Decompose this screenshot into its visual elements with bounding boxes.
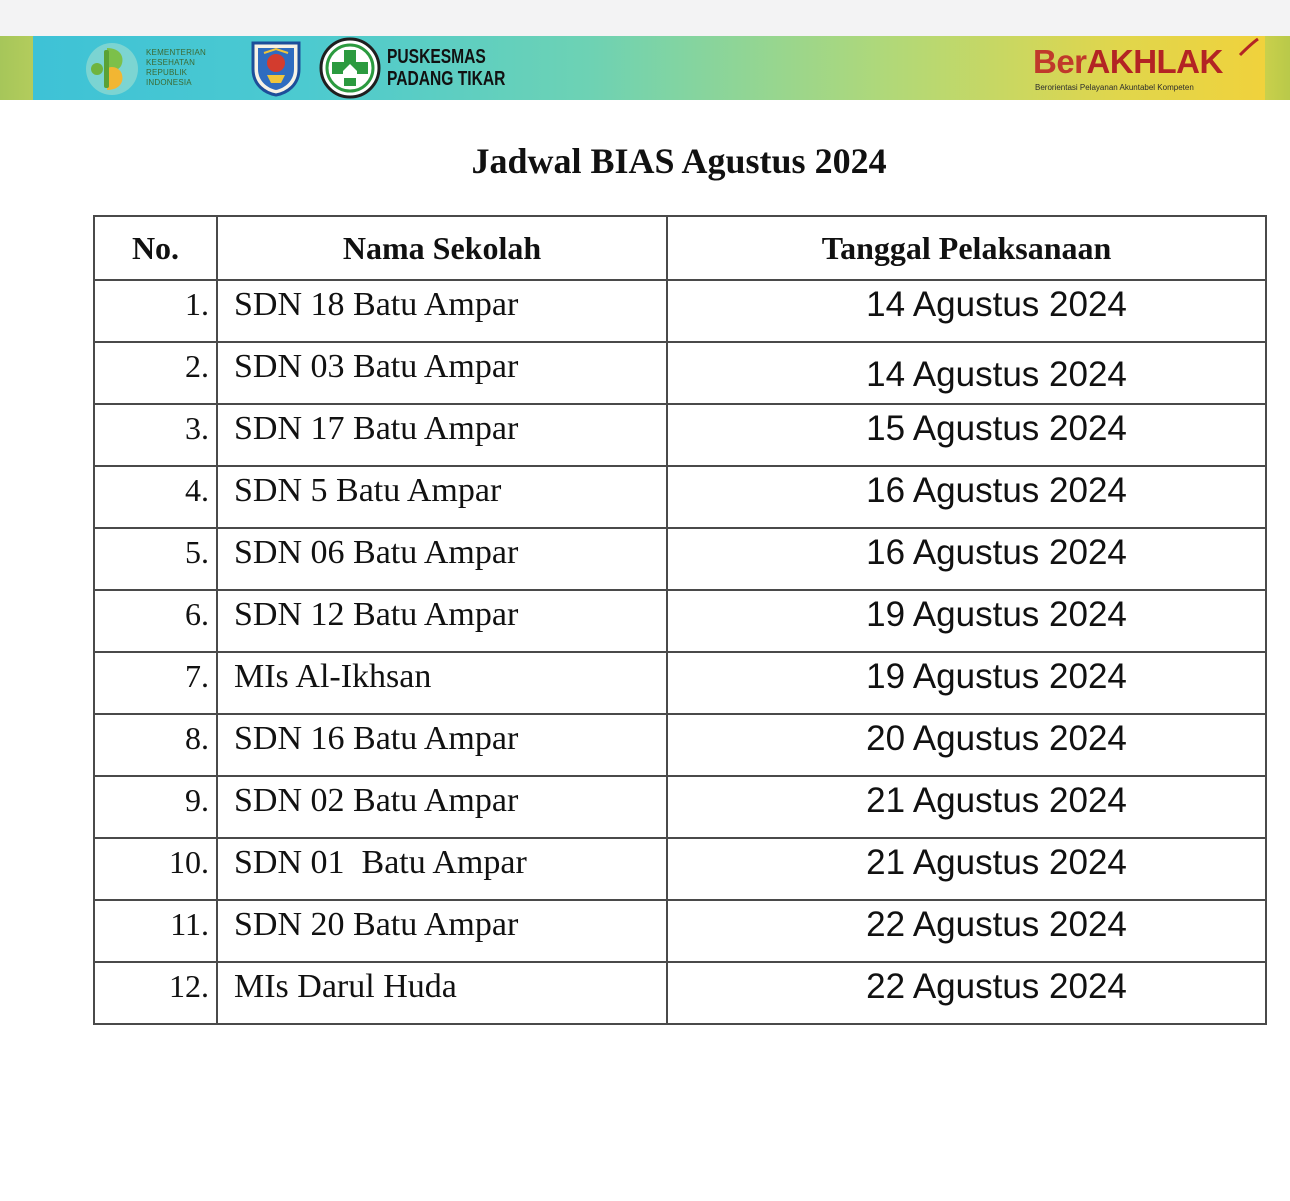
row-number: 8. [94,714,217,776]
ministry-text [146,48,236,88]
school-name: SDN 12 Batu Ampar [217,590,667,652]
school-name: SDN 01 Batu Ampar [217,838,667,900]
table-row [94,962,1266,1024]
implementation-date: 14 Agustus 2024 [667,342,1266,404]
table-row [94,342,1266,404]
implementation-date: 21 Agustus 2024 [667,838,1266,900]
row-number: 10. [94,838,217,900]
school-name: SDN 17 Batu Ampar [217,404,667,466]
table-row [94,280,1266,342]
row-number: 4. [94,466,217,528]
clinic-name-line: PADANG TIKAR [387,68,506,90]
column-header-date: Tanggal Pelaksanaan [667,216,1266,280]
ministry-line: KESEHATAN [146,58,196,67]
ministry-line: REPUBLIK [146,68,188,77]
ministry-line: INDONESIA [146,78,192,87]
table-row [94,776,1266,838]
row-number: 9. [94,776,217,838]
row-number: 2. [94,342,217,404]
table-row [94,590,1266,652]
school-name: MIs Darul Huda [217,962,667,1024]
school-name: SDN 5 Batu Ampar [217,466,667,528]
school-name: SDN 20 Batu Ampar [217,900,667,962]
row-number: 6. [94,590,217,652]
table-row [94,838,1266,900]
row-number: 3. [94,404,217,466]
row-number: 12. [94,962,217,1024]
implementation-date: 14 Agustus 2024 [667,280,1266,342]
row-number: 11. [94,900,217,962]
berakhlak-logo [1033,43,1253,97]
page-title: Jadwal BIAS Agustus 2024 [471,141,887,181]
school-name: SDN 06 Batu Ampar [217,528,667,590]
top-status-strip [0,0,1290,36]
implementation-date: 21 Agustus 2024 [667,776,1266,838]
row-number: 7. [94,652,217,714]
implementation-date: 16 Agustus 2024 [667,466,1266,528]
row-number: 5. [94,528,217,590]
implementation-date: 16 Agustus 2024 [667,528,1266,590]
implementation-date: 22 Agustus 2024 [667,900,1266,962]
regency-emblem-icon [247,39,305,97]
kemenkes-logo-icon [85,42,139,96]
berakhlak-wordmark [1033,43,1223,81]
clinic-name [387,46,505,90]
column-header-no: No. [94,216,217,280]
banner-edge-right [1265,36,1290,100]
row-number: 1. [94,280,217,342]
table-row [94,466,1266,528]
school-name: SDN 16 Batu Ampar [217,714,667,776]
clinic-name-line: PUSKESMAS [387,46,486,68]
berakhlak-prefix: Ber [1033,43,1087,80]
berakhlak-main: AKHLAK [1086,43,1223,80]
school-name: SDN 03 Batu Ampar [217,342,667,404]
implementation-date: 20 Agustus 2024 [667,714,1266,776]
table-row [94,900,1266,962]
table-row [94,714,1266,776]
table-row [94,528,1266,590]
banner-edge-left [0,36,33,100]
implementation-date: 15 Agustus 2024 [667,404,1266,466]
implementation-date: 19 Agustus 2024 [667,590,1266,652]
table-row [94,404,1266,466]
school-name: SDN 18 Batu Ampar [217,280,667,342]
school-name: SDN 02 Batu Ampar [217,776,667,838]
column-header-school: Nama Sekolah [217,216,667,280]
implementation-date: 19 Agustus 2024 [667,652,1266,714]
school-name: MIs Al-Ikhsan [217,652,667,714]
header-banner [33,36,1265,100]
puskesmas-logo-icon [319,37,381,99]
ministry-line: KEMENTERIAN [146,48,206,57]
swoosh-icon [1238,37,1260,57]
schedule-table [93,215,1267,1025]
implementation-date: 22 Agustus 2024 [667,962,1266,1024]
table-row [94,652,1266,714]
berakhlak-tagline: Berorientasi Pelayanan Akuntabel Kompeten [1035,83,1194,92]
table-header-row [94,216,1266,280]
